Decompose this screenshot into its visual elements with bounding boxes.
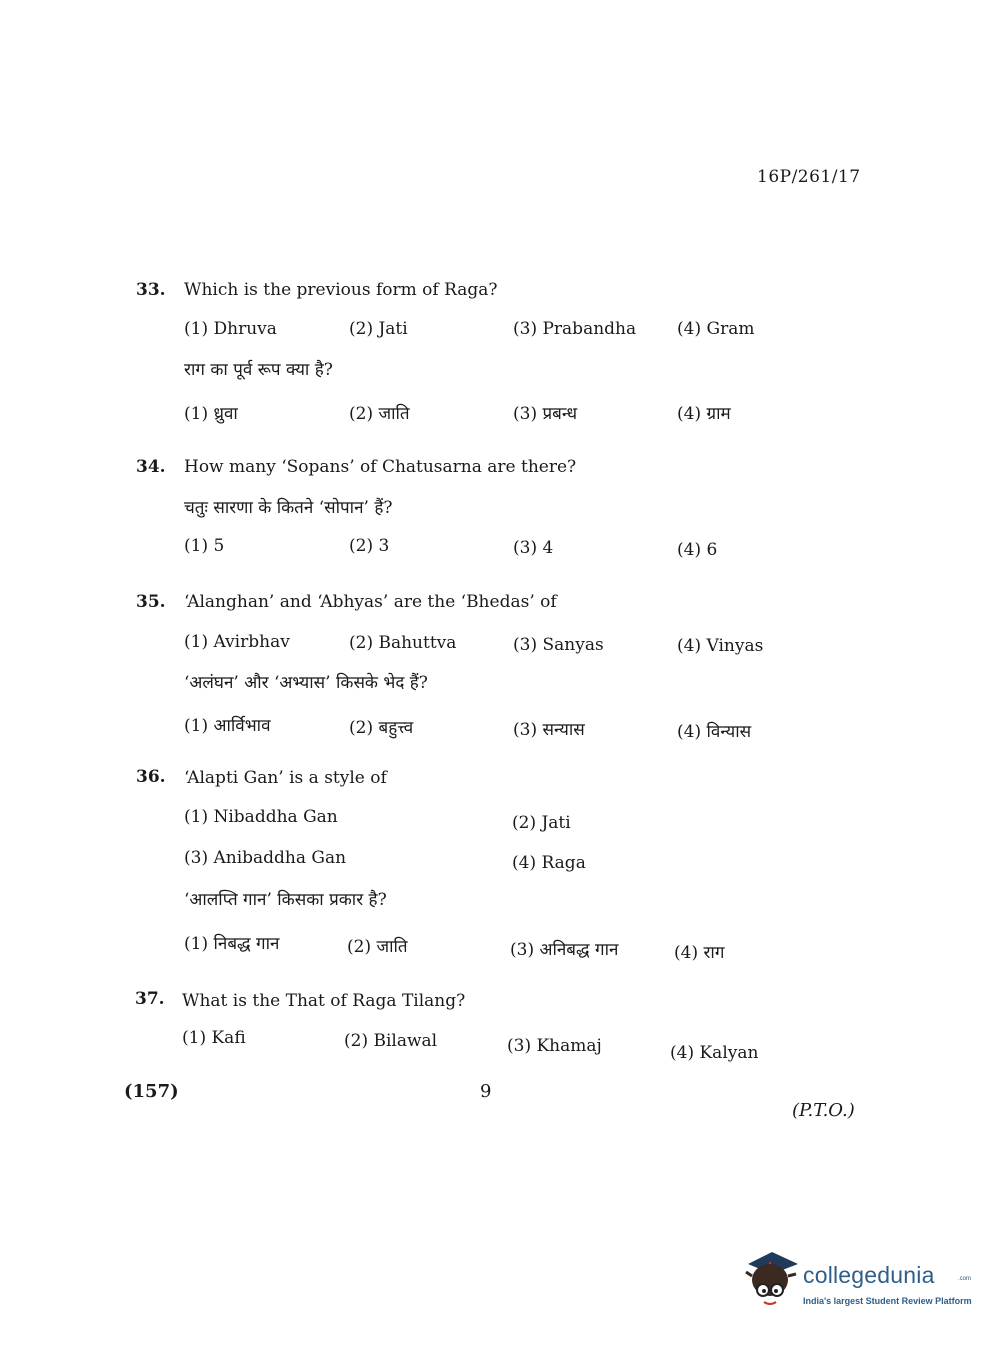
question-text-en: How many ‘Sopans’ of Chatusarna are there? [184, 457, 577, 477]
option-hi: (3) प्रबन्ध [513, 404, 578, 424]
question-text-hi: ‘आलप्ति गान’ किसका प्रकार है? [184, 890, 387, 910]
option-hi: (1) निबद्ध गान [184, 934, 280, 954]
option: (2) Jati [349, 319, 408, 339]
question-text-hi: ‘अलंघन’ और ‘अभ्यास’ किसके भेद हैं? [184, 673, 428, 693]
option: (1) Nibaddha Gan [184, 807, 338, 827]
mascot-logo-icon [742, 1250, 802, 1310]
option: (1) 5 [184, 536, 225, 556]
option: (2) 3 [349, 536, 390, 556]
option-hi: (1) आर्विभाव [184, 716, 271, 736]
option: (2) Bahuttva [349, 633, 457, 653]
brand-suffix: .com [958, 1276, 972, 1282]
option-hi: (4) ग्राम [677, 404, 731, 424]
question-text-en: ‘Alapti Gan’ is a style of [184, 768, 387, 788]
option: (4) 6 [677, 540, 718, 560]
option: (3) Khamaj [507, 1036, 602, 1056]
option-hi: (2) जाति [349, 404, 410, 424]
option: (1) Avirbhav [184, 632, 290, 652]
option: (3) Prabandha [513, 319, 637, 339]
brand-tagline: India's largest Student Review Platform [803, 1296, 972, 1306]
option: (4) Vinyas [677, 636, 764, 656]
question-number: 37. [135, 989, 165, 1009]
page-number: 9 [480, 1081, 492, 1102]
option-hi: (3) अनिबद्ध गान [510, 940, 619, 960]
option: (3) Sanyas [513, 635, 604, 655]
option: (4) Gram [677, 319, 755, 339]
option-hi: (4) विन्यास [677, 722, 752, 742]
option: (2) Jati [512, 813, 571, 833]
booklet-code: (157) [124, 1081, 179, 1102]
pto-note: (P.T.O.) [792, 1100, 855, 1121]
option-hi: (2) बहुत्त्व [349, 718, 414, 738]
option-hi: (1) ध्रुवा [184, 404, 238, 424]
option-hi: (2) जाति [347, 937, 408, 957]
question-number: 35. [136, 592, 166, 612]
option: (1) Dhruva [184, 319, 277, 339]
option: (2) Bilawal [344, 1031, 438, 1051]
option-hi: (4) राग [674, 943, 725, 963]
paper-code: 16P/261/17 [757, 167, 861, 187]
question-number: 36. [136, 767, 166, 787]
question-text-hi: चतुः सारणा के कितने ‘सोपान’ हैं? [184, 498, 393, 518]
option-hi: (3) सन्यास [513, 720, 585, 740]
question-text-hi: राग का पूर्व रूप क्या है? [184, 360, 333, 380]
option: (4) Kalyan [670, 1043, 759, 1063]
option: (1) Kafi [182, 1028, 246, 1048]
question-number: 33. [136, 280, 166, 300]
question-text-en: Which is the previous form of Raga? [184, 280, 498, 300]
option: (3) Anibaddha Gan [184, 848, 347, 868]
question-number: 34. [136, 457, 166, 477]
question-text-en: What is the That of Raga Tilang? [182, 991, 466, 1011]
option: (3) 4 [513, 538, 554, 558]
question-text-en: ‘Alanghan’ and ‘Abhyas’ are the ‘Bhedas’ of [184, 592, 557, 612]
option: (4) Raga [512, 853, 586, 873]
brand-name: collegedunia [803, 1262, 935, 1288]
